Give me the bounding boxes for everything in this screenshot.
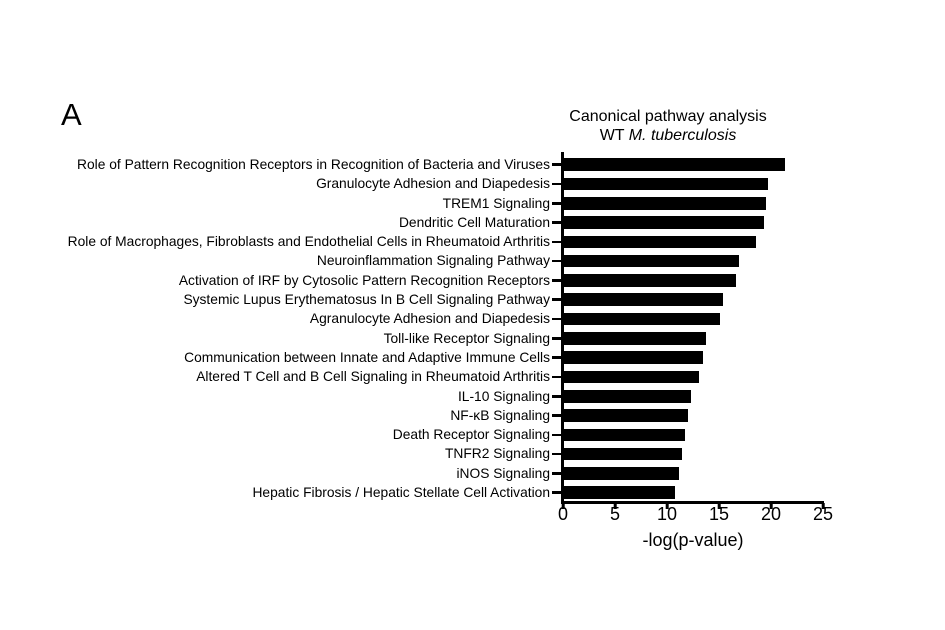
bar-track — [564, 216, 823, 229]
y-axis-tick — [552, 298, 561, 301]
y-axis-tick — [552, 376, 561, 379]
x-tick-label: 25 — [812, 504, 834, 524]
bar-track — [564, 371, 823, 384]
bar-track — [564, 197, 823, 210]
category-label: IL-10 Signaling — [457, 388, 550, 404]
category-label: Systemic Lupus Erythematosus In B Cell Signaling Pathway — [183, 292, 550, 308]
category-label: Altered T Cell and B Cell Signaling in Rheumatoid Arthritis — [196, 369, 550, 385]
y-axis-tick — [552, 453, 561, 456]
x-axis-label: -log(p-value) — [642, 530, 744, 550]
subtitle-prefix: WT — [599, 127, 629, 144]
y-axis-tick — [552, 395, 561, 398]
category-label: Hepatic Fibrosis / Hepatic Stellate Cell Activation — [252, 485, 550, 501]
y-axis-tick — [552, 337, 561, 340]
bar-track — [564, 332, 823, 345]
bar — [564, 216, 764, 229]
category-label: Death Receptor Signaling — [392, 427, 550, 443]
chart-row — [0, 406, 823, 425]
bar — [564, 332, 706, 345]
bar-track — [564, 158, 823, 171]
chart-row — [0, 213, 823, 232]
chart-title — [478, 107, 858, 145]
chart-row — [0, 348, 823, 367]
bar — [564, 448, 682, 461]
y-axis-tick — [552, 318, 561, 321]
bar — [564, 351, 703, 364]
bar — [564, 467, 679, 480]
chart-row — [0, 367, 823, 386]
bar — [564, 158, 785, 171]
y-axis-line — [561, 152, 564, 504]
bar — [564, 274, 736, 287]
bar-rows — [0, 155, 823, 502]
y-axis-tick — [552, 241, 561, 244]
bar-track — [564, 486, 823, 499]
bar — [564, 409, 688, 422]
y-axis-tick — [552, 434, 561, 437]
y-axis-tick — [552, 279, 561, 282]
category-label: Agranulocyte Adhesion and Diapedesis — [309, 311, 550, 327]
chart-row — [0, 271, 823, 290]
bar-track — [564, 236, 823, 249]
chart-title-line2 — [478, 126, 858, 145]
category-label: Communication between Innate and Adaptive Immune Cells — [184, 349, 550, 365]
bar-track — [564, 293, 823, 306]
category-label: Neuroinflammation Signaling Pathway — [316, 253, 550, 269]
chart-row — [0, 194, 823, 213]
bar — [564, 429, 685, 442]
bar-track — [564, 255, 823, 268]
y-axis-tick — [552, 414, 561, 417]
bar — [564, 486, 675, 499]
x-tick-label: 15 — [708, 504, 730, 524]
category-label: TNFR2 Signaling — [444, 446, 550, 462]
x-tick-label: 10 — [656, 504, 678, 524]
chart-row — [0, 444, 823, 463]
chart-row — [0, 387, 823, 406]
y-axis-tick — [552, 491, 561, 494]
category-label: Role of Pattern Recognition Receptors in Recognition of Bacteria and Viruses — [77, 157, 550, 172]
bar — [564, 236, 756, 249]
bar-track — [564, 178, 823, 191]
y-axis-tick — [552, 472, 561, 475]
bar-track — [564, 313, 823, 326]
chart-row — [0, 290, 823, 309]
category-label: NF-κB Signaling — [450, 407, 550, 423]
y-axis-tick — [552, 163, 561, 166]
bar — [564, 255, 739, 268]
panel-label: A — [61, 97, 82, 132]
chart-row — [0, 251, 823, 270]
y-axis-tick — [552, 221, 561, 224]
y-axis-tick — [552, 260, 561, 263]
chart-title-line1: Canonical pathway analysis — [569, 108, 767, 125]
bar — [564, 390, 691, 403]
bar-track — [564, 448, 823, 461]
chart-row — [0, 232, 823, 251]
bar-track — [564, 390, 823, 403]
bar — [564, 313, 720, 326]
category-label: Activation of IRF by Cytosolic Pattern Recognition Receptors — [178, 272, 550, 288]
x-tick-label: 5 — [609, 504, 621, 524]
bar-track — [564, 351, 823, 364]
bar-track — [564, 409, 823, 422]
category-label: Dendritic Cell Maturation — [398, 214, 550, 230]
chart-row — [0, 174, 823, 193]
y-axis-tick — [552, 202, 561, 205]
category-label: Granulocyte Adhesion and Diapedesis — [316, 176, 550, 192]
bar — [564, 178, 768, 191]
category-label: TREM1 Signaling — [442, 195, 550, 211]
chart-row — [0, 155, 823, 174]
bar — [564, 293, 723, 306]
category-label: Role of Macrophages, Fibroblasts and Endothelial Cells in Rheumatoid Arthritis — [67, 234, 550, 250]
bar — [564, 197, 766, 210]
bar-track — [564, 467, 823, 480]
bar-track — [564, 274, 823, 287]
chart-row — [0, 329, 823, 348]
chart-row — [0, 483, 823, 502]
category-label: iNOS Signaling — [456, 465, 550, 481]
chart-row — [0, 425, 823, 444]
chart-row — [0, 464, 823, 483]
chart-row — [0, 309, 823, 328]
subtitle-species: M. tuberculosis — [628, 127, 737, 144]
bar-track — [564, 429, 823, 442]
category-label: Toll-like Receptor Signaling — [383, 330, 550, 346]
y-axis-tick — [552, 356, 561, 359]
x-tick-label: 20 — [760, 504, 782, 524]
x-tick-label: 0 — [557, 504, 569, 524]
y-axis-tick — [552, 183, 561, 186]
bar — [564, 371, 699, 384]
